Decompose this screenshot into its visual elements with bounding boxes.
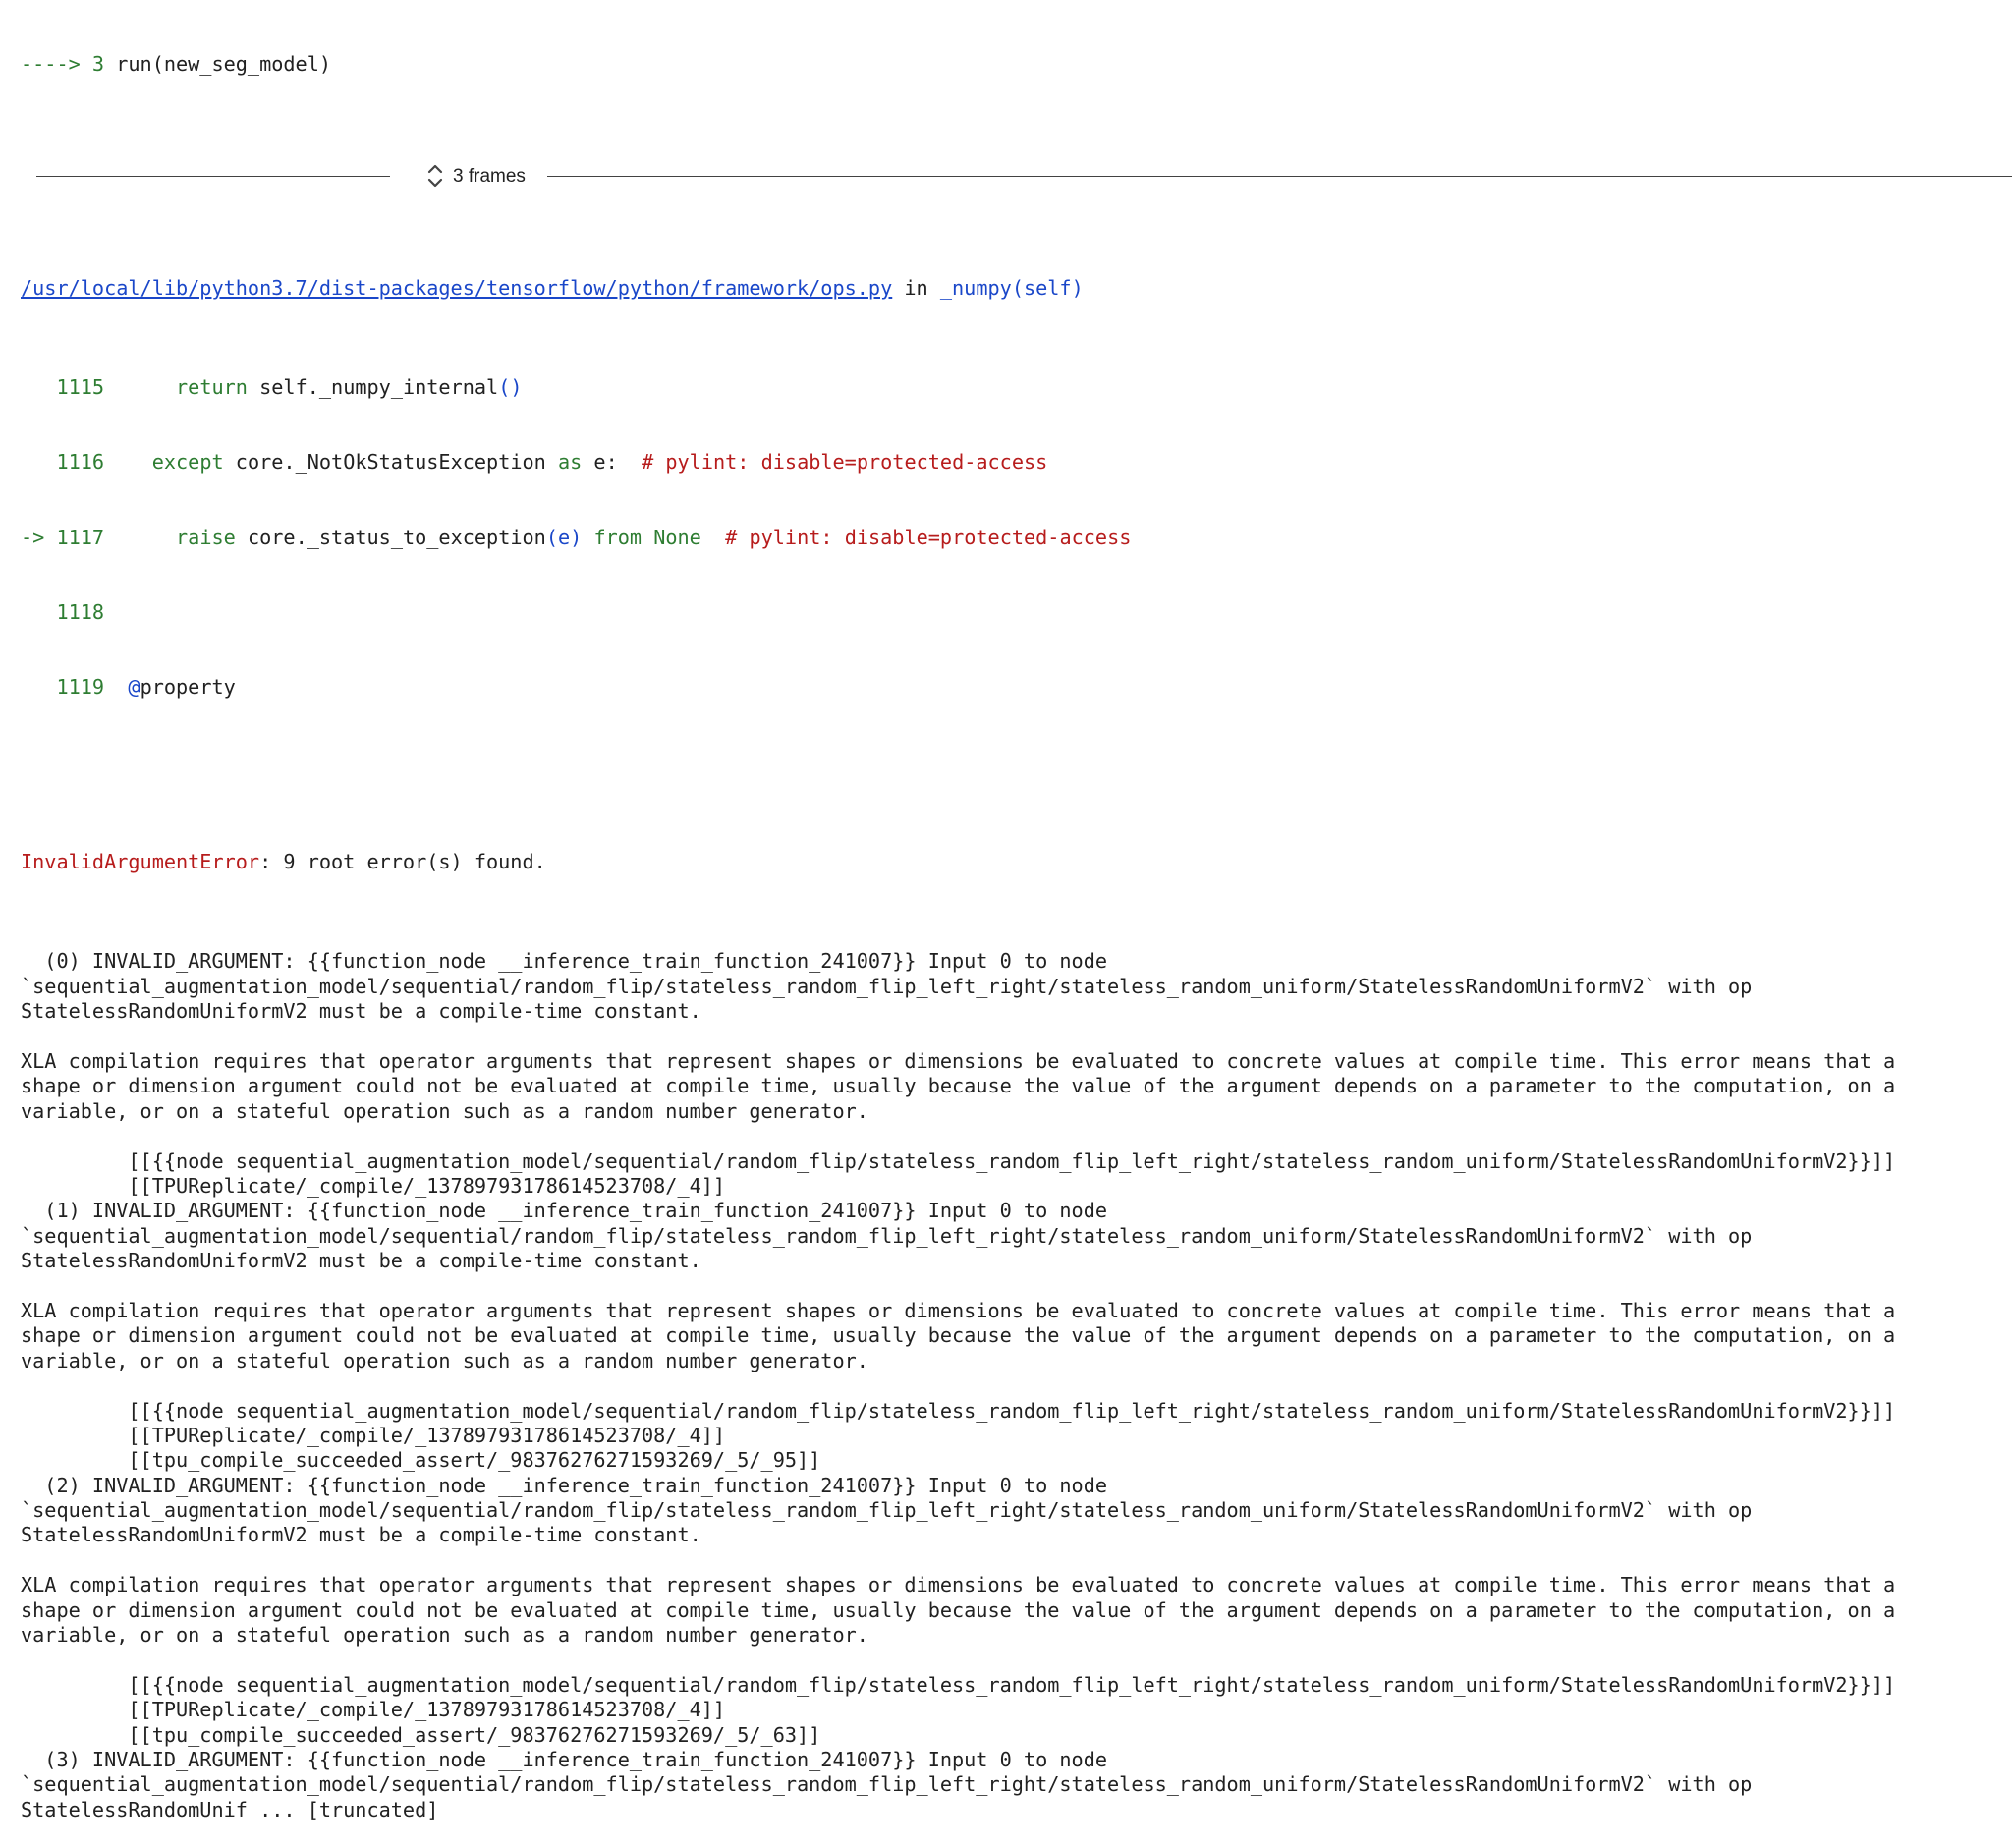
current-line-marker: -> (21, 525, 57, 549)
error-line (21, 1025, 1995, 1049)
frame-func: _numpy (939, 275, 1012, 300)
error-line: StatelessRandomUnif ... [truncated] (21, 1797, 439, 1821)
line-number: 1119 (56, 675, 105, 700)
code-comment: # pylint: disable=protected-access (642, 450, 1048, 475)
code-return: return (176, 375, 248, 400)
arrow-marker: ----> 3 (21, 51, 105, 76)
error-line: (1) INVALID_ARGUMENT: {{function_node __inference_train_function_241007}} Input 0 to node (21, 1199, 1108, 1223)
error-line: `sequential_augmentation_model/sequential/random_flip/stateless_random_flip_left_right/stateless_random_uniform/StatelessRandomUniformV2` with op (21, 1498, 1753, 1523)
frame-in: in (904, 275, 928, 300)
error-name: InvalidArgumentError (21, 849, 260, 873)
source-line-1117: -> 1117 raise core._status_to_exception(e) from None # pylint: disable=protected-access (21, 525, 1132, 549)
error-line: XLA compilation requires that operator arguments that represent shapes or dimensions be evaluated to concrete values at compile time. This error means that a (21, 1298, 1896, 1322)
code-paren: (e) (545, 525, 583, 549)
frame-file-link[interactable]: /usr/local/lib/python3.7/dist-packages/tensorflow/python/framework/ops.py (21, 275, 893, 300)
error-line: variable, or on a stateful operation such as a random number generator. (21, 1098, 868, 1123)
unfold-icon (427, 162, 443, 190)
code-except: except (151, 450, 224, 475)
frame-header (21, 276, 1995, 301)
error-line: [[TPUReplicate/_compile/_13789793178614523708/_4]] (21, 1174, 726, 1198)
frames-toggle-button[interactable] (427, 162, 526, 190)
error-line (21, 1548, 1995, 1573)
error-line: shape or dimension argument could not be evaluated at compile time, usually because the value of the argument depends on a parameter to the computation, on a (21, 1323, 1896, 1348)
frame-args: (self) (1011, 275, 1084, 300)
line-number: 1116 (56, 450, 105, 475)
separator-rule-left (36, 176, 390, 177)
error-line: variable, or on a stateful operation such as a random number generator. (21, 1348, 868, 1372)
error-line: XLA compilation requires that operator arguments that represent shapes or dimensions be evaluated to concrete values at compile time. This error means that a (21, 1049, 1896, 1074)
line-number: 1118 (56, 599, 105, 624)
error-line: [[{{node sequential_augmentation_model/sequential/random_flip/stateless_random_flip_left_right/stateless_random_uniform/StatelessRandomUniformV2}}]] (21, 1672, 1896, 1697)
error-summary (21, 850, 1995, 874)
code-text2: e: (582, 450, 643, 475)
error-line (21, 1274, 1995, 1299)
line-number: 1117 (56, 525, 105, 549)
error-line: [[tpu_compile_succeeded_assert/_98376276271593269/_5/_63]] (21, 1722, 821, 1747)
source-line-1118 (21, 600, 1995, 625)
error-line: StatelessRandomUniformV2 must be a compile-time constant. (21, 1249, 701, 1273)
error-line: `sequential_augmentation_model/sequential/random_flip/stateless_random_flip_left_right/stateless_random_uniform/StatelessRandomUniformV2` with op (21, 1772, 1753, 1797)
error-line: (2) INVALID_ARGUMENT: {{function_node __inference_train_function_241007}} Input 0 to node (21, 1473, 1108, 1497)
traceback-output (21, 2, 1995, 1848)
error-line: StatelessRandomUniformV2 must be a compile-time constant. (21, 999, 701, 1024)
blank-line (21, 750, 1995, 774)
error-line: `sequential_augmentation_model/sequential/random_flip/stateless_random_flip_left_right/stateless_random_uniform/StatelessRandomUniformV2` with op (21, 974, 1753, 998)
error-summary-text: : 9 root error(s) found. (259, 849, 546, 873)
error-line: [[{{node sequential_augmentation_model/sequential/random_flip/stateless_random_flip_left_right/stateless_random_uniform/StatelessRandomUniformV2}}]] (21, 1148, 1896, 1173)
call-code: run(new_seg_model) (116, 51, 332, 76)
error-line: `sequential_augmentation_model/sequential/random_flip/stateless_random_flip_left_right/stateless_random_uniform/StatelessRandomUniformV2` with op (21, 1223, 1753, 1248)
code-text: core._NotOkStatusException (223, 450, 558, 475)
error-body (21, 949, 1995, 1822)
error-line: XLA compilation requires that operator arguments that represent shapes or dimensions be evaluated to concrete values at compile time. This error means that a (21, 1573, 1896, 1597)
decorator-at: @ (128, 675, 140, 700)
code-comment: # pylint: disable=protected-access (700, 525, 1132, 549)
error-line: [[TPUReplicate/_compile/_13789793178614523708/_4]] (21, 1698, 726, 1722)
error-line: [[tpu_compile_succeeded_assert/_98376276271593269/_5/_95]] (21, 1448, 821, 1473)
source-line-1116 (21, 450, 1995, 475)
source-line-1115: 1115 return self._numpy_internal() (56, 375, 523, 400)
code-as: as (557, 450, 583, 475)
error-line: variable, or on a stateful operation such as a random number generator. (21, 1623, 868, 1648)
line-number: 1115 (56, 375, 105, 400)
frames-separator (21, 151, 1995, 200)
error-line: StatelessRandomUniformV2 must be a compile-time constant. (21, 1523, 701, 1547)
source-line-1119 (21, 675, 1995, 700)
error-line: (3) INVALID_ARGUMENT: {{function_node __inference_train_function_241007}} Input 0 to node (21, 1747, 1108, 1771)
separator-rule-right (547, 176, 2012, 177)
error-line: [[{{node sequential_augmentation_model/sequential/random_flip/stateless_random_flip_left_right/stateless_random_uniform/StatelessRandomUniformV2}}]] (21, 1398, 1896, 1423)
error-line: shape or dimension argument could not be evaluated at compile time, usually because the value of the argument depends on a parameter to the computation, on a (21, 1597, 1896, 1622)
error-line (21, 1648, 1995, 1672)
call-line (21, 52, 1995, 77)
error-line: (0) INVALID_ARGUMENT: {{function_node __inference_train_function_241007}} Input 0 to node (21, 949, 1108, 974)
code-from-none: from None (582, 525, 701, 549)
error-line: shape or dimension argument could not be evaluated at compile time, usually because the value of the argument depends on a parameter to the computation, on a (21, 1074, 1896, 1098)
decorator-name: property (140, 675, 236, 700)
error-line (21, 1373, 1995, 1398)
error-line (21, 1124, 1995, 1148)
error-line: [[TPUReplicate/_compile/_13789793178614523708/_4]] (21, 1423, 726, 1447)
frames-label: 3 frames (453, 165, 526, 187)
